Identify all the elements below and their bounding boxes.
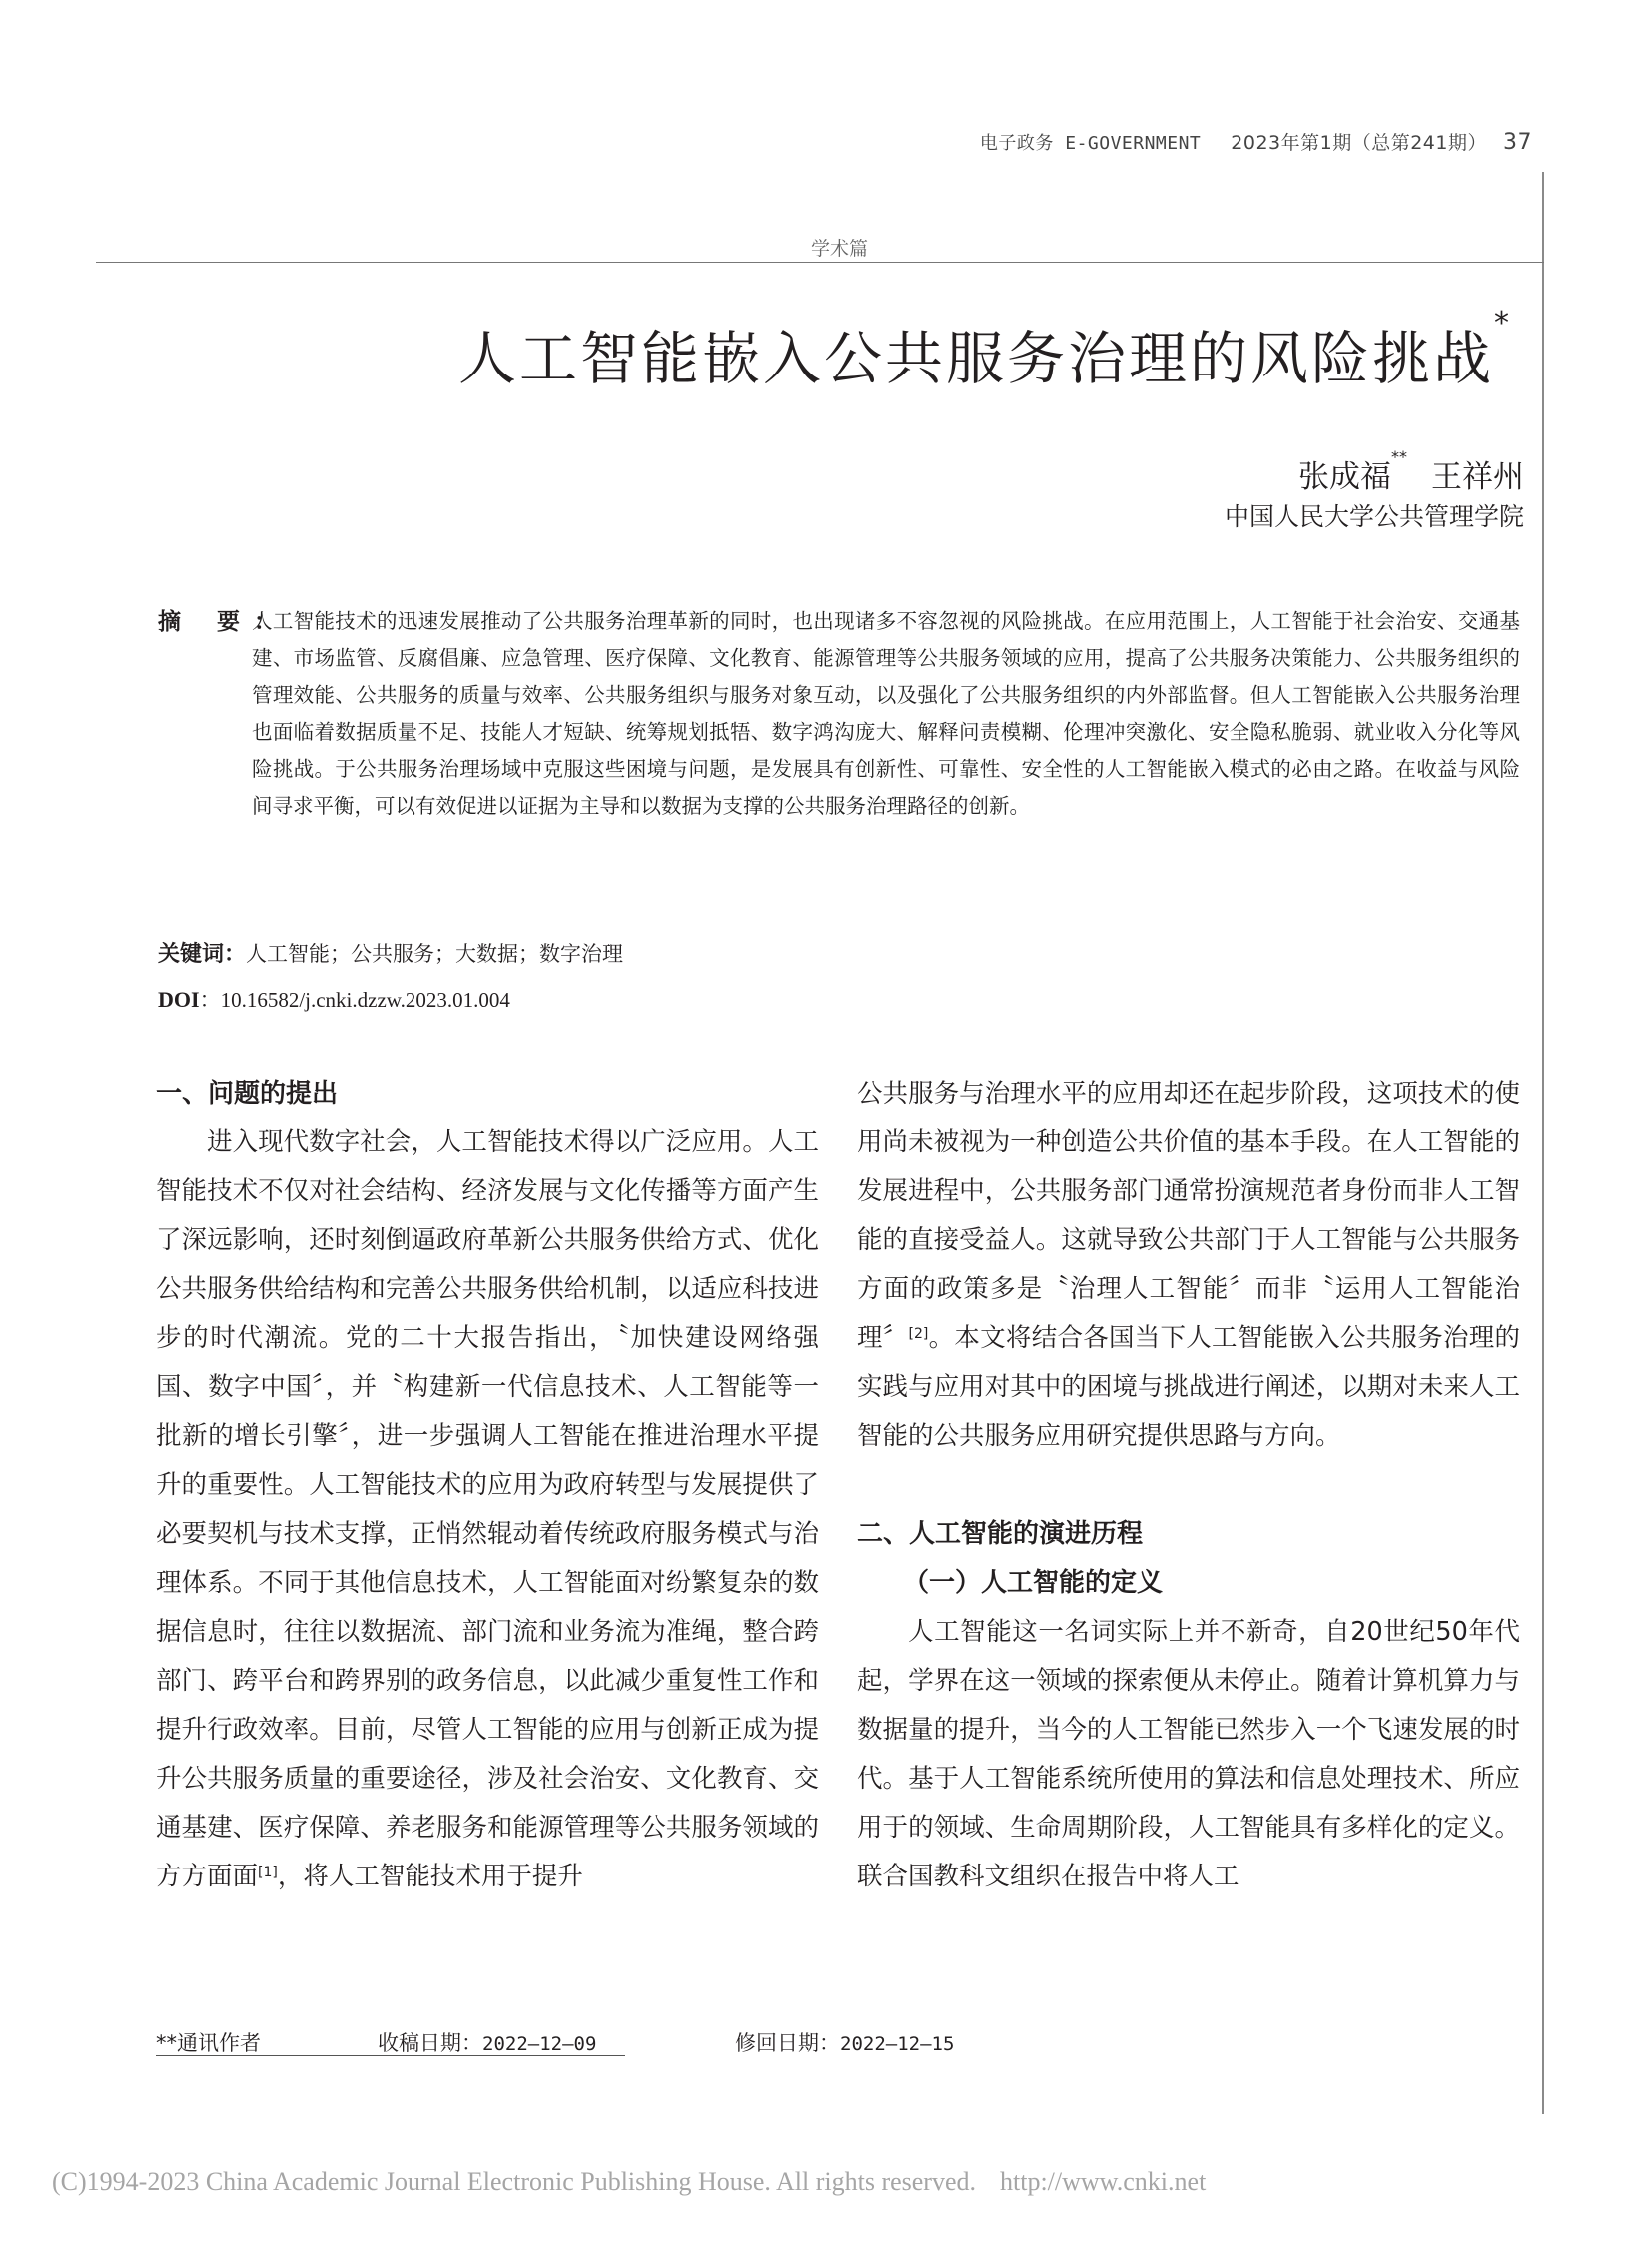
article-title [457,306,1512,395]
footnote [156,2027,1354,2057]
title-text: 人工智能嵌入公共服务治理的风险挑战 [457,325,1494,392]
issue-info: 2023年第1期（总第241期） [1231,132,1487,154]
doi [158,984,510,1014]
revised-label: 修回日期： [735,2031,840,2055]
received-label: 收稿日期： [378,2031,482,2055]
doi-text: 10.16582/j.cnki.dzzw.2023.01.004 [220,988,510,1012]
copyright-notice [52,2167,1206,2197]
paragraph-1-tail: ，将人工智能技术用于提升 [277,1862,583,1891]
affiliation: 中国人民大学公共管理学院 [1224,502,1524,531]
body-column-left [156,1070,819,1901]
received-value: 2022—12—09 [482,2033,597,2055]
copyright-text: (C)1994-2023 China Academic Journal Electronic Publishing House. All rights reserved. [52,2167,976,2196]
abstract-label: 摘 要： [158,609,292,635]
paragraph-1-text: 进入现代数字社会，人工智能技术得以广泛应用。人工智能技术不仅对社会结构、经济发展与文化传播等方面产生了深远影响，还时刻倒逼政府革新公共服务供给方式、优化公共服务供给结构和完善公共服务供给机制，以适应科技进步的时代潮流。党的二十大报告指出，〝加快建设网络强国、数字中国〞，并〝构建新一代信息技术、人工智能等一批新的增长引擎〞，进一步强调人工智能在推进治理水平提升的重要性。人工智能技术的应用为政府转型与发展提供了必要契机与技术支撑，正悄然辊动着传统政府服务模式与治理体系。不同于其他信息技术，人工智能面对纷繁复杂的数据信息时，往往以数据流、部门流和业务流为准绳，整合跨部门、跨平台和跨界别的政务信息，以此减少重复性工作和提升行政效率。目前，尽管人工智能的应用与创新正成为提升公共服务质量的重要途径，涉及社会治安、文化教育、交通基建、医疗保障、养老服务和能源管理等公共服务领域的方方面面 [156,1127,819,1891]
citation-2[interactable]: [2] [908,1326,929,1342]
paragraph-2-text: 公共服务与治理水平的应用却还在起步阶段，这项技术的使用尚未被视为一种创造公共价值的基本手段。在人工智能的发展进程中，公共服务部门通常扮演规范者身份而非人工智能的直接受益人。这就导致公共部门于人工智能与公共服务方面的政策多是〝治理人工智能〞而非〝运用人工智能治理〞 [857,1079,1520,1353]
abstract [158,603,1520,825]
subsection-heading-2-1: （一）人工智能的定义 [903,1568,1164,1598]
paragraph-spacer [857,1461,1520,1510]
title-footnote-mark: * [1494,306,1512,341]
received-date [378,2027,596,2057]
corresponding-author-note: **通讯作者 [156,2031,261,2055]
author-2: 王祥州 [1431,459,1524,495]
keywords-text: 人工智能；公共服务；大数据；数字治理 [246,942,624,966]
section-heading-1: 一、问题的提出 [156,1079,339,1109]
keywords [158,937,623,968]
author-1-mark: ** [1391,447,1407,466]
header-vertical-rule [1542,172,1544,2114]
doi-separator: ： [199,988,221,1012]
citation-1[interactable]: [1] [258,1865,278,1880]
keywords-label: 关键词： [158,942,247,967]
revised-date [735,2027,954,2057]
paragraph-2 [857,1070,1520,1461]
paragraph-3: 人工智能这一名词实际上并不新奇，自20世纪50年代起，学界在这一领域的探索便从未停止。随着计算机算力与数据量的提升，当今的人工智能已然步入一个飞速发展的时代。基于人工智能系统所使用的算法和信息处理技术、所应用于的领域、生命周期阶段，人工智能具有多样化的定义。联合国教科文组织在报告中将人工 [857,1617,1520,1891]
authors [1298,447,1524,496]
paragraph-1 [156,1119,819,1901]
journal-name: 电子政务 E-GOVERNMENT [979,133,1202,154]
body-column-right [857,1070,1520,1901]
revised-value: 2022—12—15 [840,2033,955,2055]
section-heading-2: 二、人工智能的演进历程 [857,1519,1144,1549]
header-rule [96,262,1544,263]
abstract-text: 人工智能技术的迅速发展推动了公共服务治理革新的同时，也出现诸多不容忽视的风险挑战。在应用范围上，人工智能于社会治安、交通基建、市场监管、反腐倡廉、应急管理、医疗保障、文化教育、能源管理等公共服务领域的应用，提高了公共服务决策能力、公共服务组织的管理效能、公共服务的质量与效率、公共服务组织与服务对象互动，以及强化了公共服务组织的内外部监督。但人工智能嵌入公共服务治理也面临着数据质量不足、技能人才短缺、统筹规划抵牾、数字鸿沟庞大、解释问责模糊、伦理冲突激化、安全隐私脆弱、就业收入分化等风险挑战。于公共服务治理场域中克服这些困境与问题，是发展具有创新性、可靠性、安全性的人工智能嵌入模式的必由之路。在收益与风险间寻求平衡，可以有效促进以证据为主导和以数据为支撑的公共服务治理路径的创新。 [252,609,1520,818]
paragraph-2-tail: 。本文将结合各国当下人工智能嵌入公共服务治理的实践与应用对其中的困境与挑战进行阐述，以期对未来人工智能的公共服务应用研究提供思路与方向。 [857,1323,1520,1451]
running-head [980,128,1532,155]
doi-label: DOI [158,987,200,1012]
page-number: 37 [1503,130,1532,155]
author-1: 张成福 [1298,459,1391,495]
copyright-url[interactable]: http://www.cnki.net [1000,2167,1207,2196]
section-tag: 学术篇 [811,238,869,260]
